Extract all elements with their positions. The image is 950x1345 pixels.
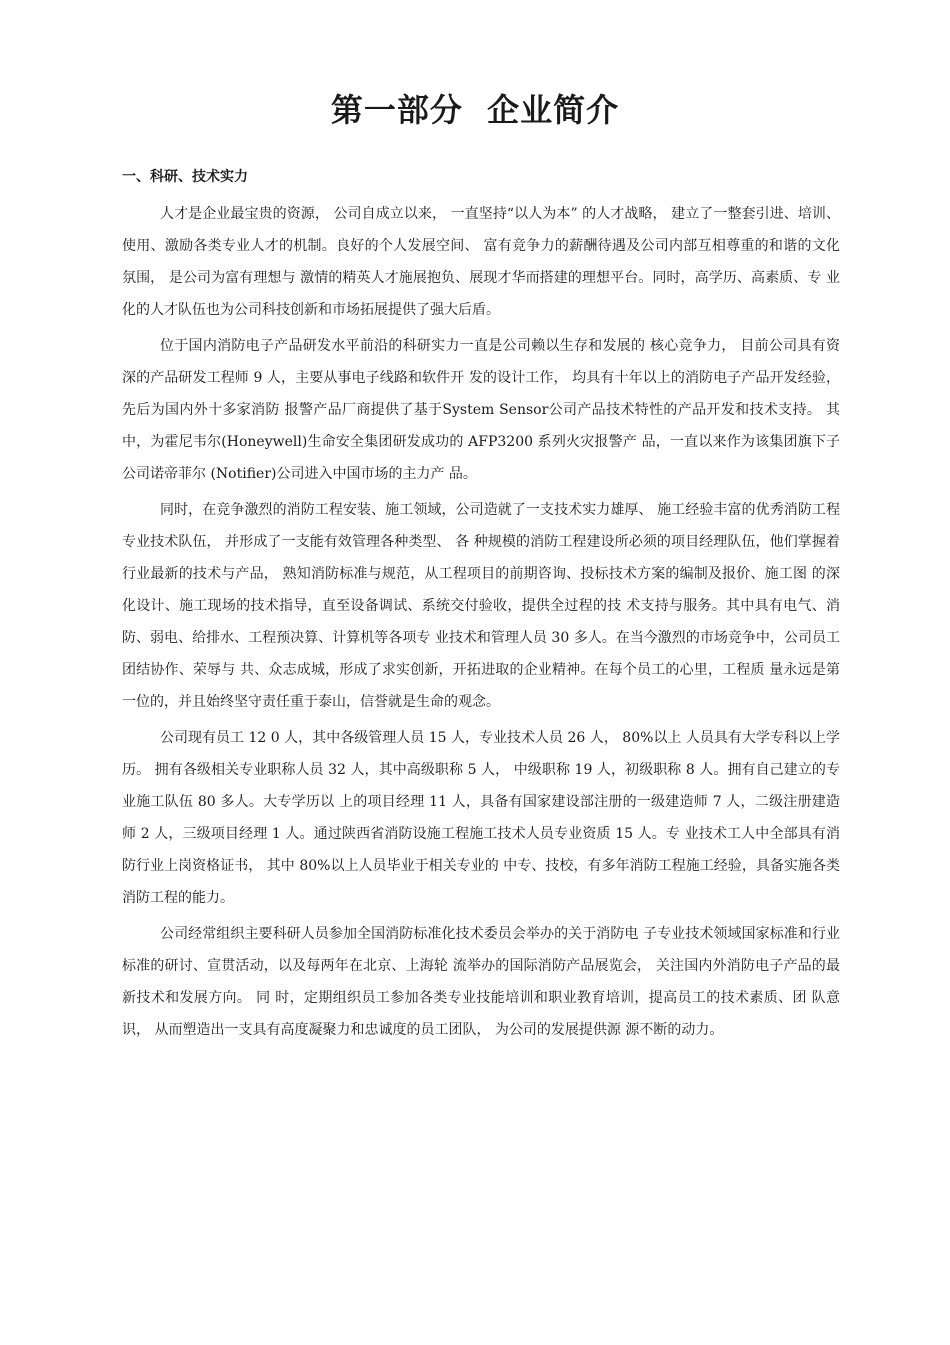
paragraph-talent: 人才是企业最宝贵的资源， 公司自成立以来， 一直坚持“以人为本” 的人才战略， 建立了一整套引进、培训、使用、激励各类专业人才的机制。良好的个人发展空间、 富有竞争力的薪酬待遇及公司内部互相尊重的和谐的文化氛围， 是公司为富有理想与 激情的精英人才施展抱负、展现才华而搭建的理想平台。同时，高学历、高素质、专 业化的人才队伍也为公司科技创新和市场拓展提供了强大后盾。 bbox=[122, 206, 840, 318]
paragraph-training: 公司经常组织主要科研人员参加全国消防标准化技术委员会举办的关于消防电 子专业技术领域国家标准和行业标准的研讨、宣贯活动，以及每两年在北京、上海轮 流举办的国际消防产品展览会， 关注国内外消防电子产品的最新技术和发展方向。 同 时，定期组织员工参加各类专业技能培训和职业教育培训，提高员工的技术素质、团 队意识， 从而塑造出一支具有高度凝聚力和忠诚度的员工团队， 为公司的发展提供源 源不断的动力。 bbox=[122, 926, 840, 1038]
paragraph-rnd: 位于国内消防电子产品研发水平前沿的科研实力一直是公司赖以生存和发展的 核心竞争力， 目前公司具有资深的产品研发工程师 9 人，主要从事电子线路和软件开 发的设计工作， 均具有十年以上的消防电子产品开发经验， 先后为国内外十多家消防 报警产品厂商提供了基于System Sensor公司产品技术特性的产品开发和技术支持。 其中，为霍尼韦尔(Honeywell)生命安全集团研发成功的 AFP3200 系列火灾报警产 品，一直以来作为该集团旗下子公司诺帝菲尔 (Notifier)公司进入中国市场的主力产 品。 bbox=[122, 338, 840, 482]
page-title: 第一部分 企业简介 bbox=[330, 91, 620, 129]
section-heading: 一、科研、技术实力 bbox=[122, 169, 248, 185]
paragraph-engineering-team: 同时，在竞争激烈的消防工程安装、施工领域，公司造就了一支技术实力雄厚、 施工经验丰富的优秀消防工程专业技术队伍， 并形成了一支能有效管理各种类型、 各 种规模的消防工程建设所必须的项目经理队伍，他们掌握着行业最新的技术与产品， 熟知消防标准与规范，从工程项目的前期咨询、投标技术方案的编制及报价、施工图 的深化设计、施工现场的技术指导，直至设备调试、系统交付验收，提供全过程的技 术支持与服务。其中具有电气、消防、弱电、给排水、工程预决算、计算机等各项专 业技术和管理人员 30 多人。在当今激烈的市场竞争中，公司员工团结协作、荣辱与 共、众志成城，形成了求实创新，开拓进取的企业精神。在每个员工的心里，工程质 量永远是第一位的，并且始终坚守责任重于泰山，信誉就是生命的观念。 bbox=[122, 502, 840, 710]
paragraph-staff: 公司现有员工 12 0 人，其中各级管理人员 15 人，专业技术人员 26 人， 80%以上 人员具有大学专科以上学历。 拥有各级相关专业职称人员 32 人，其中高级职称 5 人， 中级职称 19 人，初级职称 8 人。拥有自己建立的专业施工队伍 80 多人。大专学历以 上的项目经理 11 人，具备有国家建设部注册的一级建造师 7 人，二级注册建造师 2 人，三级项目经理 1 人。通过陕西省消防设施工程施工技术人员专业资质 15 人。专 业技术工人中全部具有消防行业上岗资格证书， 其中 80%以上人员毕业于相关专业的 中专、技校，有多年消防工程施工经验，具备实施各类消防工程的能力。 bbox=[122, 730, 840, 906]
body-text bbox=[122, 198, 840, 1046]
